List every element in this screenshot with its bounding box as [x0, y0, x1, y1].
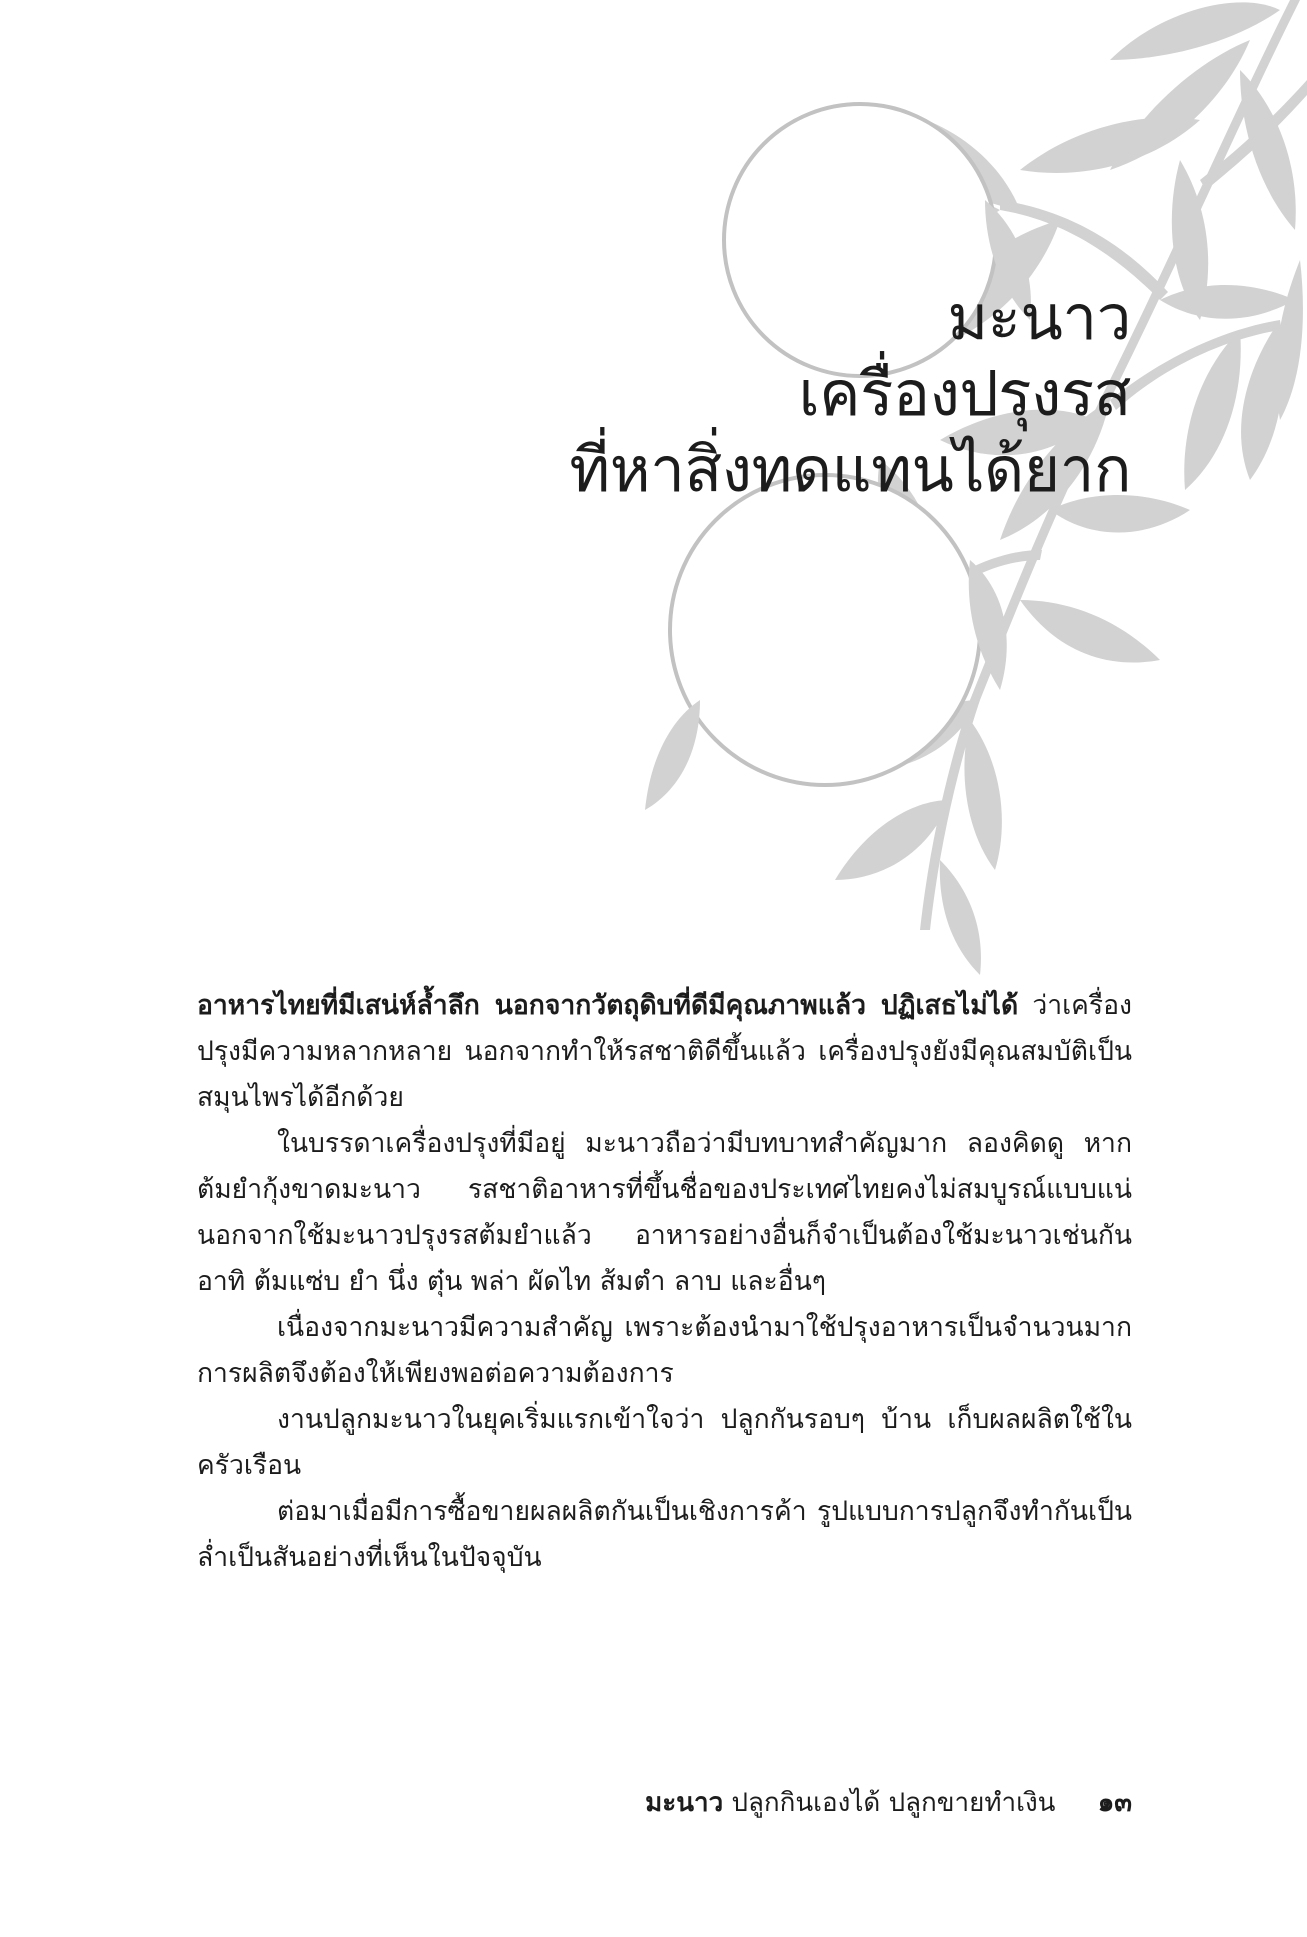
paragraph: ต่อมาเมื่อมีการซื้อขายผลผลิตกันเป็นเชิงการค้า รูปแบบการปลูกจึงทำกันเป็นล่ำเป็นสันอย่างที่เห็นในปัจจุบัน	[197, 1496, 1132, 1573]
paragraph: งานปลูกมะนาวในยุคเริ่มแรกเข้าใจว่า ปลูกกันรอบๆ บ้าน เก็บผลผลิตใช้ในครัวเรือน	[197, 1404, 1132, 1481]
paragraph-text: ว่าเครื่องปรุงมีความหลากหลาย นอกจากทำให้รสชาติดีขึ้นแล้ว เครื่องปรุงยังมีคุณสมบัติเป็นสมุนไพรได้อีกด้วย	[197, 990, 1132, 1113]
chapter-title-line: ที่หาสิ่งทดแทนได้ยาก	[569, 433, 1131, 506]
lime-fruit-icon	[670, 475, 980, 785]
chapter-title-line: มะนาว	[947, 281, 1131, 354]
paragraph	[197, 983, 1132, 1121]
chapter-title	[431, 280, 1131, 508]
running-footer	[645, 1783, 1132, 1823]
footer-book-title: มะนาว	[645, 1788, 724, 1818]
paragraph: ในบรรดาเครื่องปรุงที่มีอยู่ มะนาวถือว่ามีบทบาทสำคัญมาก ลองคิดดู หากต้มยำกุ้งขาดมะนาว รสชาติอาหารที่ขึ้นชื่อของประเทศไทยคงไม่สมบูรณ์แบบแน่ นอกจากใช้มะนาวปรุงรสต้มยำแล้ว อาหารอย่างอื่นก็จำเป็นต้องใช้มะนาวเช่นกัน อาทิ ต้มแซ่บ ยำ นึ่ง ตุ๋น พล่า ผัดไท ส้มตำ ลาบ และอื่นๆ	[197, 1128, 1132, 1297]
body-text	[197, 983, 1132, 1581]
page-number: ๑๓	[1097, 1788, 1132, 1818]
paragraph: เนื่องจากมะนาวมีความสำคัญ เพราะต้องนำมาใช้ปรุงอาหารเป็นจำนวนมาก การผลิตจึงต้องให้เพียงพอต่อความต้องการ	[197, 1312, 1132, 1389]
chapter-title-line: เครื่องปรุงรส	[798, 357, 1131, 430]
lead-sentence: อาหารไทยที่มีเสน่ห์ล้ำลึก นอกจากวัตถุดิบที่ดีมีคุณภาพแล้ว ปฏิเสธไม่ได้	[197, 990, 1019, 1021]
footer-book-subtitle: ปลูกกินเองได้ ปลูกขายทำเงิน	[731, 1788, 1056, 1818]
